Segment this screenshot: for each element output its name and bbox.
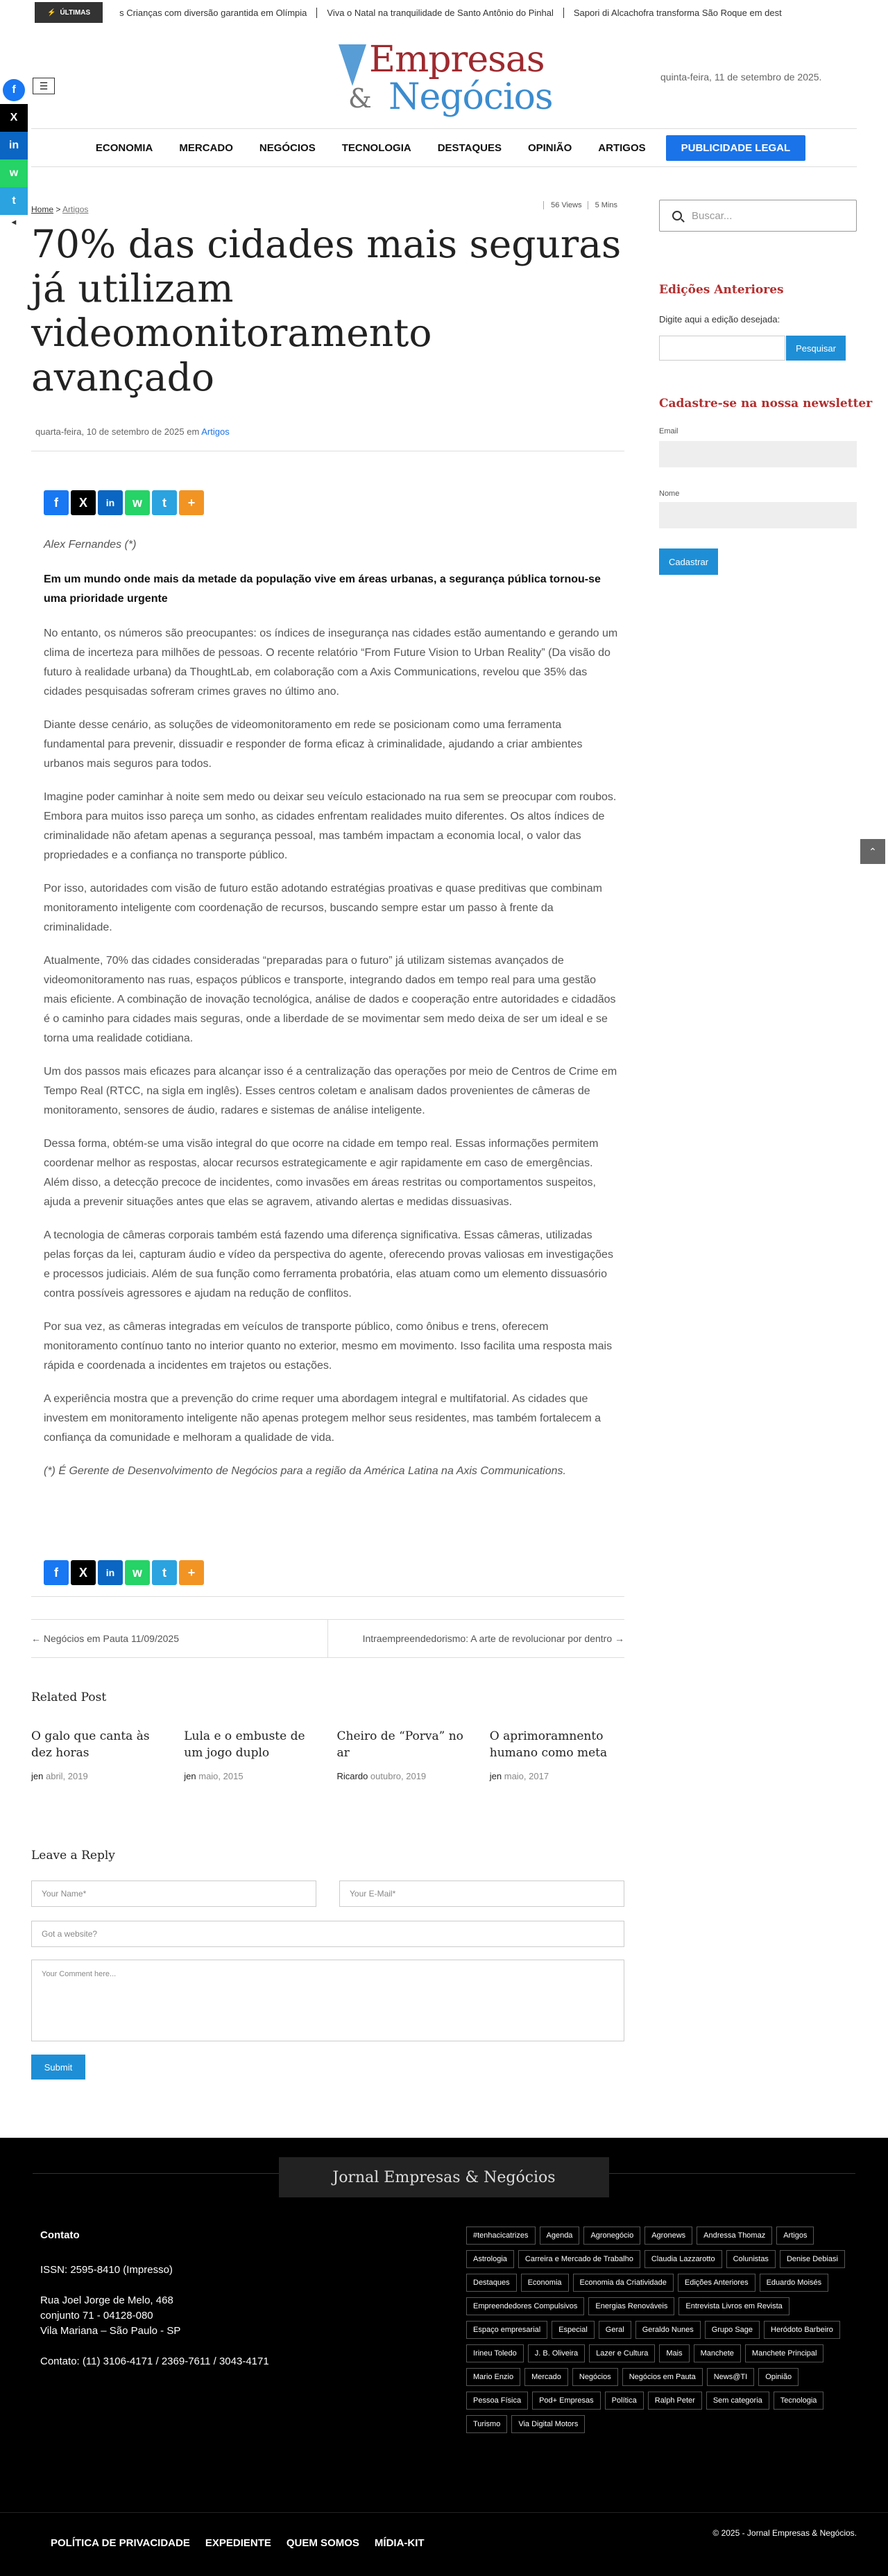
telegram-icon[interactable]: t xyxy=(152,490,177,515)
linkedin-icon[interactable]: in xyxy=(98,490,123,515)
scroll-to-top-button[interactable] xyxy=(860,839,885,864)
breadcrumb-section[interactable]: Artigos xyxy=(62,205,89,214)
tag-link[interactable]: J. B. Oliveira xyxy=(528,2344,585,2362)
previous-post-link[interactable]: ← Negócios em Pauta 11/09/2025 xyxy=(31,1633,179,1644)
comment-textarea[interactable]: Your Comment here... xyxy=(31,1960,624,2041)
article-paragraph: No entanto, os números são preocupantes: os índices de insegurança nas cidades estão aumentando e gerando um clima de incerteza para milhões de pessoas. O recente relatório “From Future Vision to Urban Reality” (Da visão do futuro à realidade urbana) da ThoughtLab, em colaboração com a Axis Communications, revelou que 35% das cidades pesquisadas sofreram crimes graves no último ano. xyxy=(44,628,618,698)
related-post-title[interactable]: O aprimoramnento humano como meta xyxy=(489,1729,608,1760)
search-input[interactable]: Buscar... xyxy=(692,209,733,222)
newsletter-heading: Cadastre-se na nossa newsletter xyxy=(659,397,873,410)
name-label: Nome xyxy=(659,490,680,498)
edition-input[interactable] xyxy=(659,336,785,361)
views-count: 56 Views xyxy=(543,201,581,209)
tag-link[interactable]: Especial xyxy=(552,2321,595,2339)
tag-link[interactable]: Tecnologia xyxy=(774,2392,824,2410)
nav-artigos[interactable]: ARTIGOS xyxy=(598,141,646,154)
footer-link-media-kit[interactable]: MÍDIA-KIT xyxy=(374,2537,425,2549)
ticker-item[interactable]: s Crianças com diversão garantida em Olímpia xyxy=(110,8,317,18)
issn: ISSN: 2595-8410 (Impresso) xyxy=(40,2264,173,2276)
divider xyxy=(31,1596,624,1597)
facebook-icon[interactable]: f xyxy=(44,1560,69,1585)
related-post-title[interactable]: O galo que canta às dez horas xyxy=(31,1729,150,1760)
article-author: Alex Fernandes (*) xyxy=(44,539,137,551)
x-icon[interactable]: X xyxy=(0,104,28,132)
tag-link[interactable]: Denise Debiasi xyxy=(780,2250,845,2268)
chevron-up-icon: ⌃ xyxy=(869,845,877,857)
nav-negocios[interactable]: NEGÓCIOS xyxy=(259,141,316,154)
nav-destaques[interactable]: DESTAQUES xyxy=(437,141,502,154)
newsletter-name-input[interactable] xyxy=(659,502,857,528)
tag-link[interactable]: Mais xyxy=(659,2344,689,2362)
nav-publicidade-legal-button[interactable]: PUBLICIDADE LEGAL xyxy=(666,135,806,161)
tag-link[interactable]: Manchete Principal xyxy=(745,2344,824,2362)
tag-link[interactable]: Andressa Thomaz xyxy=(697,2227,772,2245)
tag-cloud xyxy=(466,2227,855,2433)
related-posts xyxy=(31,1728,624,1781)
footer-title: Jornal Empresas & Negócios xyxy=(279,2157,609,2197)
related-post-card[interactable]: O galo que canta às dez horas jen abril, 2019 xyxy=(31,1728,166,1781)
tag-link[interactable]: Colunistas xyxy=(726,2250,776,2268)
tag-link[interactable]: Geral xyxy=(599,2321,631,2339)
article-paragraph: Um dos passos mais eficazes para alcançar isso é a centralização das operações por meio de Centros de Crime em Tempo Real (RTCC, na sigla em inglês). Esses centros coletam e analisam dados provenientes de câmeras de monitoramento, sensores de áudio, radares e sistemas de análise inteligente. xyxy=(44,1066,617,1116)
tag-link[interactable]: Negócios em Pauta xyxy=(622,2368,703,2386)
breadcrumb-home[interactable]: Home xyxy=(31,205,54,214)
whatsapp-icon[interactable]: w xyxy=(125,1560,150,1585)
related-post-card[interactable]: O aprimoramnento humano como meta jen maio, 2017 xyxy=(490,1728,624,1781)
main-nav xyxy=(31,128,857,167)
tag-link[interactable]: Claudia Lazzarotto xyxy=(644,2250,722,2268)
related-heading: Related Post xyxy=(31,1691,107,1704)
tag-link[interactable]: Destaques xyxy=(466,2274,517,2292)
tag-link[interactable]: Entrevista Livros em Revista xyxy=(678,2297,789,2315)
tag-link[interactable]: Empreendedores Compulsivos xyxy=(466,2297,584,2315)
tag-link[interactable]: Negócios xyxy=(572,2368,618,2386)
linkedin-icon[interactable]: in xyxy=(0,132,28,159)
related-post-title[interactable]: Lula e o embuste de um jogo duplo xyxy=(184,1729,305,1760)
article-paragraph: A experiência mostra que a prevenção do crime requer uma abordagem integral e multifatorial. As cidades que investem em monitoramento inteligente não apenas protegem melhor seus residentes, mas também fortalecem a confiança da comunidade e melhoram a qualidade de vida. xyxy=(44,1393,601,1444)
article-paragraph: Por sua vez, as câmeras integradas em veículos de transporte público, como ônibus e trens, oferecem monitoramento contínuo tanto no interior quanto no exterior, mesmo em movimento. Isso facilita uma resposta mais rápida e coordenada a incidentes em trajetos ou estações. xyxy=(44,1321,613,1372)
tag-link[interactable]: Astrologia xyxy=(466,2250,514,2268)
tag-link[interactable]: Opinião xyxy=(758,2368,799,2386)
tag-link[interactable]: Carreira e Mercado de Trabalho xyxy=(518,2250,640,2268)
article-paragraph: Atualmente, 70% das cidades consideradas “preparadas para o futuro” já utilizam sistemas avançados de videomonitoramento nas ruas, espaços públicos e transporte, integrando dados em tempo real para uma gestão mais eficiente. A combinação de inovação tecnológica, análise de dados e cooperação entre autoridades e cidadãos é o caminho para cidades mais seguras, onde a liberdade de se movimentar sem medo deixa de ser um ideal e se torna uma realidade cotidiana. xyxy=(44,955,616,1044)
name-input[interactable]: Your Name* xyxy=(31,1881,316,1907)
tag-link[interactable]: Ralph Peter xyxy=(648,2392,702,2410)
tag-link[interactable]: Mario Enzio xyxy=(466,2368,520,2386)
share-buttons-bottom xyxy=(44,1560,204,1585)
read-time: 5 Mins xyxy=(588,201,617,209)
article-title: 70% das cidades mais seguras já utilizam videomonitoramento avançado xyxy=(31,222,622,399)
post-navigation xyxy=(31,1619,624,1658)
more-share-icon[interactable]: + xyxy=(179,490,204,515)
tag-link[interactable]: Artigos xyxy=(776,2227,814,2245)
website-input[interactable]: Got a website? xyxy=(31,1921,624,1947)
more-share-icon[interactable]: + xyxy=(179,1560,204,1585)
menu-button[interactable] xyxy=(33,78,55,94)
current-date: quinta-feira, 11 de setembro de 2025. xyxy=(660,71,822,83)
tag-link[interactable]: #tenhacicatrizes xyxy=(466,2227,536,2245)
tag-link[interactable]: Agronews xyxy=(644,2227,692,2245)
collapse-arrow-icon[interactable]: ◂ xyxy=(11,217,17,227)
nav-mercado[interactable]: MERCADO xyxy=(179,141,233,154)
tag-link[interactable]: Heródoto Barbeiro xyxy=(764,2321,840,2339)
footer-link-privacy[interactable]: POLÍTICA DE PRIVACIDADE xyxy=(51,2537,190,2549)
nav-opiniao[interactable]: OPINIÃO xyxy=(527,141,572,154)
article-paragraph: A tecnologia de câmeras corporais também está fazendo uma diferença significativa. Essas câmeras, utilizadas pelas forças da lei, capturam áudio e vídeo da perspectiva do agente, oferecendo provas valiosas em investigações e processos judiciais. Além de sua função como ferramenta probatória, elas atuam como um elemento dissuasório contra possíveis agressores e ajudam na redução de conflitos. xyxy=(44,1229,613,1299)
facebook-icon[interactable]: f xyxy=(44,490,69,515)
address: Rua Joel Jorge de Melo, 468 conjunto 71 - 04128-080 Vila Mariana – São Paulo - SP xyxy=(40,2294,181,2337)
lightning-icon: ⚡ xyxy=(47,8,56,17)
tag-link[interactable]: Grupo Sage xyxy=(705,2321,760,2339)
article-stats xyxy=(543,201,617,209)
tag-link[interactable]: Energias Renováveis xyxy=(588,2297,674,2315)
telegram-icon[interactable]: t xyxy=(0,187,28,215)
logo-mark xyxy=(339,44,366,86)
tag-link[interactable]: Política xyxy=(605,2392,644,2410)
article-footnote: (*) É Gerente de Desenvolvimento de Negócios para a região da América Latina na Axis Communications. xyxy=(44,1465,566,1477)
share-buttons-top xyxy=(44,490,204,515)
nav-economia[interactable]: ECONOMIA xyxy=(95,141,153,154)
tag-link[interactable]: Economia xyxy=(521,2274,569,2292)
site-logo[interactable]: Empresas & Negócios xyxy=(333,36,555,119)
tag-link[interactable]: Espaço empresarial xyxy=(466,2321,547,2339)
article-paragraph: Por isso, autoridades com visão de futuro estão adotando estratégias proativas e quase preditivas que combinam monitoramento inteligente com coordenação de recursos, buscando sempre estar um passo à frente da criminalidade. xyxy=(44,883,602,933)
tag-link[interactable]: Eduardo Moisés xyxy=(760,2274,829,2292)
tag-link[interactable]: Mercado xyxy=(524,2368,568,2386)
newsletter-email-input[interactable] xyxy=(659,441,857,467)
tag-link[interactable]: Agenda xyxy=(540,2227,580,2245)
footer-menu xyxy=(51,2537,425,2549)
whatsapp-icon[interactable]: w xyxy=(0,159,28,187)
subscribe-button[interactable]: Cadastrar xyxy=(659,548,718,575)
tag-link[interactable]: Via Digital Motors xyxy=(511,2415,585,2433)
tag-link[interactable]: Geraldo Nunes xyxy=(635,2321,701,2339)
search-edition-button[interactable]: Pesquisar xyxy=(786,336,846,361)
related-post-title[interactable]: Cheiro de “Porva” no ar xyxy=(336,1729,463,1760)
ticker-item[interactable]: Viva o Natal na tranquilidade de Santo Antônio do Pinhal xyxy=(317,8,563,18)
footer-contact: Contato ISSN: 2595-8410 (Impresso) Rua Joel Jorge de Melo, 468 conjunto 71 - 04128-080 Vila Mariana – São Paulo - SP Contato: (11) 3106-4171 / 2369-7611 / 3043-4171 xyxy=(40,2228,269,2385)
tag-link[interactable]: Pessoa Física xyxy=(466,2392,528,2410)
email-label: Email xyxy=(659,427,678,435)
telegram-icon[interactable]: t xyxy=(152,1560,177,1585)
tag-link[interactable]: Irineu Toledo xyxy=(466,2344,524,2362)
x-icon[interactable]: X xyxy=(71,1560,96,1585)
tag-link[interactable]: Edições Anteriores xyxy=(678,2274,755,2292)
related-post-card[interactable]: Lula e o embuste de um jogo duplo jen maio, 2015 xyxy=(184,1728,318,1781)
floating-share-bar xyxy=(0,76,28,229)
hamburger-icon: ☰ xyxy=(39,80,49,92)
whatsapp-icon[interactable]: w xyxy=(125,490,150,515)
email-input[interactable]: Your E-Mail* xyxy=(339,1881,624,1907)
article-paragraph: Dessa forma, obtém-se uma visão integral do que ocorre na cidade em tempo real. Essas informações permitem coordenar melhor as respostas, alocar recursos estrategicamente e agir rapidamente em caso de emergências. Além disso, a detecção precoce de incidentes, como invasões em áreas restritas ou comportamentos suspeitos, ajuda a prevenir situações antes que elas se agravem, ativando alertas e medidas dissuasivas. xyxy=(44,1138,599,1208)
editions-label: Digite aqui a edição desejada: xyxy=(659,314,780,325)
article-lead: Em um mundo onde mais da metade da população vive em áreas urbanas, a segurança pública tornou-se uma prioridade urgente xyxy=(44,573,601,605)
article-body xyxy=(44,535,620,1495)
article-paragraph: Diante desse cenário, as soluções de videomonitoramento em rede se posicionam como uma ferramenta fundamental para prevenir, dissuadir e responder de forma eficaz à criminalidade, ajudando a criar ambientes urbanos mais seguros para todos. xyxy=(44,719,583,770)
tag-link[interactable]: Economia da Criatividade xyxy=(573,2274,674,2292)
x-icon[interactable]: X xyxy=(71,490,96,515)
nav-tecnologia[interactable]: TECNOLOGIA xyxy=(341,141,411,154)
search-box[interactable] xyxy=(659,200,857,232)
linkedin-icon[interactable]: in xyxy=(98,1560,123,1585)
post-date: quarta-feira, 10 de setembro de 2025 xyxy=(35,426,185,437)
related-post-card[interactable]: Cheiro de “Porva” no ar Ricardo outubro, 2019 xyxy=(337,1728,472,1781)
tag-link[interactable]: Sem categoria xyxy=(706,2392,769,2410)
reply-heading: Leave a Reply xyxy=(31,1849,115,1862)
footer-link-about[interactable]: QUEM SOMOS xyxy=(286,2537,359,2549)
ticker-item[interactable]: Sapori di Alcachofra transforma São Roque em dest xyxy=(573,7,782,18)
editions-heading: Edições Anteriores xyxy=(659,283,784,297)
tag-link[interactable]: Lazer e Cultura xyxy=(589,2344,655,2362)
post-category-link[interactable]: Artigos xyxy=(201,426,230,437)
post-meta: quarta-feira, 10 de setembro de 2025 em Artigos xyxy=(35,426,230,437)
news-ticker xyxy=(35,0,853,25)
breadcrumb: Home > Artigos xyxy=(31,205,89,214)
facebook-icon[interactable]: f xyxy=(3,79,25,101)
article-paragraph: Imagine poder caminhar à noite sem medo ou deixar seu veículo estacionado na rua sem se preocupar com roubos. Embora para muitos isso pareça um sonho, as cidades enfrentam realidades muito diferentes. Os altos índices de criminalidade não afetam apenas a segurança pessoal, mas também impactam a economia local, o valor das propriedades e a confiança no transporte público. xyxy=(44,791,617,861)
tag-link[interactable]: News@TI xyxy=(707,2368,754,2386)
next-post-link[interactable]: Intraempreendedorismo: A arte de revolucionar por dentro → xyxy=(362,1633,624,1644)
copyright: © 2025 - Jornal Empresas & Negócios. xyxy=(712,2528,857,2538)
phone: Contato: (11) 3106-4171 / 2369-7611 / 3043-4171 xyxy=(40,2355,269,2367)
submit-comment-button[interactable]: Submit xyxy=(31,2055,85,2080)
ticker-badge: ⚡ ÚLTIMAS xyxy=(35,2,103,23)
footer-link-expediente[interactable]: EXPEDIENTE xyxy=(205,2537,271,2549)
tag-link[interactable]: Pod+ Empresas xyxy=(532,2392,601,2410)
tag-link[interactable]: Agronegócio xyxy=(583,2227,640,2245)
tag-link[interactable]: Turismo xyxy=(466,2415,507,2433)
tag-link[interactable]: Manchete xyxy=(694,2344,741,2362)
divider xyxy=(0,2512,888,2513)
site-footer xyxy=(0,2138,888,2576)
search-icon xyxy=(672,211,682,221)
